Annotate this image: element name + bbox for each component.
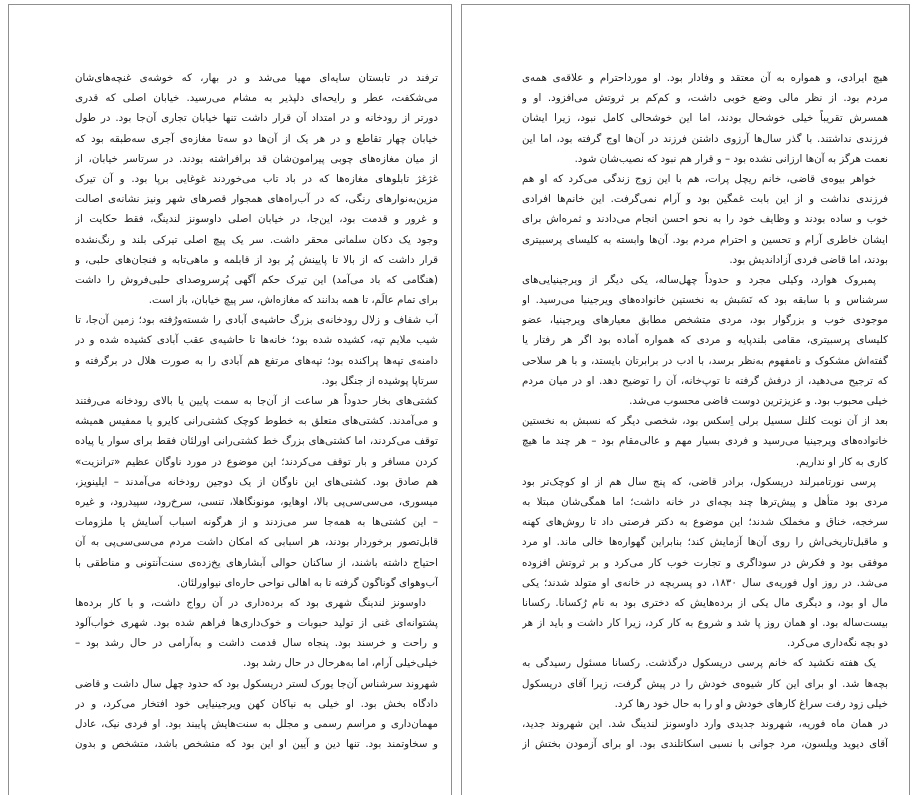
text-line: خیلی محبوب بود. و عزیزترین دوست قاضی محسوب می‌شد. (629, 395, 888, 407)
text-line: خانواده‌های ویرجینیا می‌رسید و فردی بسیار مهم و عالی‌مقام بود – هر چند ما هیچ (522, 435, 888, 448)
paragraph (522, 653, 888, 714)
text-line: از میان مغازه‌های چوبی پیرامون‌شان قد برافراشته بودند. در سرتاسر خیابان، از (75, 152, 438, 165)
text-line: شهروند سرشناس آن‌جا یورک لستر دریسکول بود که حدود چهل سال داشت و قاضی (75, 677, 438, 690)
text-line: آقای دیوید ویلسون، مرد جوانی با نسبی اسکاتلندی بود. او برای آزمودن بختش از (522, 738, 888, 751)
text-line: دو بچه نگه‌داری می‌کرد. (786, 637, 888, 650)
paragraph (522, 270, 888, 411)
text-line: کردن مسافر و بار توقف می‌کردند؛ این موضوع در مورد ناوگان عظیم «ترانزیت» (75, 455, 438, 468)
text-line: هیچ ایرادی، و همواره به آن معتقد و وفادار بود. او مورداحترام و علاقه‌ی همه‌ی (522, 72, 888, 84)
text-line: و راحت و خرسند بود. پنجاه سال قدمت داشت و به‌آرامی در حال رشد بود – (75, 637, 438, 650)
paragraph (522, 472, 888, 654)
text-line: احتیاج داشته باشند، از ساکنان حوالی آبشارهای یخ‌زده‌ی سنت‌آنتونی و مناطقی با (75, 556, 438, 569)
text-line: شیب ملایم تپه، کشیده شده بود؛ خانه‌ها تا حاشیه‌ی عقب آبادی کشیده شده و در (75, 334, 438, 347)
text-line: موفقی بود و فکرش در سوداگری و تجارت خوب کار می‌کرد و بر ثروتش افزوده (522, 556, 888, 569)
text-line: توقف می‌کردند، اما کشتی‌های بزرگ خط کشتی‌رانی اورلئان فقط برای سوار یا پیاده (75, 435, 438, 448)
text-line: خوب و ساده بودند و وظایف خود را به نحو احسن انجام می‌دادند و ثمره‌اش برای (522, 213, 888, 226)
text-line: (هنگامی که باد می‌آمد) این تیرک حکم آگهی پُرسروصدای حلبی‌فروش را داشت (75, 273, 438, 286)
left-page (8, 4, 452, 795)
text-line: می‌شکفت، عطر و رایحه‌ای دلپذیر به مشام می‌رسید. خیابان اصلی که قدری (75, 92, 438, 105)
text-line: آب‌وهوای گوناگون گرفته تا به اهالی نواحی حاره‌ای نیواورلئان. (177, 576, 438, 589)
text-line: همسرش تقریباً خیلی خوشحال بودند، اما این خوشحالی کامل نبود، زیرا ایشان (522, 112, 888, 125)
text-line: نعمت هرگز به آن‌ها ارزانی نشده بود – و قرار هم نبود که نصیب‌شان شود. (574, 152, 888, 165)
text-line: قابل‌تصور برخوردار بودند، هر اسبابی که امکان داشت مردم می‌سی‌سی‌پی به آن (75, 536, 438, 549)
paragraph (75, 674, 438, 755)
text-line: کشتی‌های بخار حدوداً هر ساعت از آن‌جا به سمت پایین یا بالای رودخانه می‌رفتند (75, 395, 438, 407)
paragraph (75, 310, 438, 391)
text-line: پمبروک هوارد، وکیلی مجرد و حدوداً چهل‌ساله، یکی دیگر از ویرجینیایی‌های (522, 273, 876, 286)
text-line: داوسونز لندینگ شهری بود که برده‌داری در آن رواج داشت، و با کار برده‌ها (75, 596, 426, 609)
paragraph (75, 593, 438, 674)
text-line: و سخاوتمند بود. تنها دین و آیین او این بود که متشخص باشد، متشخص و بدون (75, 738, 438, 751)
text-line: بودند، اما قاضی فردی آزاداندیش بود. (729, 253, 888, 266)
text-line: ایشان خاطری آرام و تحسین و احترام مردم بود. آن‌ها وابسته به کلیسای پرسبیتری (522, 233, 888, 246)
text-line: آب شفاف و زلال رودخانه‌ی بزرگ حاشیه‌ی آبادی را شسته‌ورُفته بود؛ زمین آن‌جا، تا (75, 314, 438, 327)
page-text (522, 68, 888, 754)
text-line: یک هفته نکشید که خانم پرسی دریسکول درگذشت. رکسانا مسئول رسیدگی به (522, 657, 876, 670)
text-line: مزین‌به‌نوارهای رنگی، که در آب‌راه‌های همجوار قصرهای شهر ونیز نشانه‌ی اصالت (75, 193, 438, 206)
text-line: گفته‌اش مشکوک و نامفهوم به‌نظر برسد، با ادب در برابرتان بایستد، و با هر سلاحی (522, 354, 888, 367)
text-line: ترفند در تابستان سایه‌ای مهیا می‌شد و در بهار، که خوشه‌ی غنچه‌های‌شان (75, 72, 438, 84)
text-line: و ماقبل‌تاریخی‌اش را روی آن‌ها آزمایش کند؛ بنابراین گهواره‌ها خالی ماند. او مرد (522, 536, 888, 549)
text-line: سرشناس و با سابقه بود که نَسَبش به نخستین خانواده‌های ویرجینیا می‌رسید. او (522, 294, 888, 307)
text-line: خیابان چهار تقاطع و در هر یک از آن‌ها دو سه‌تا مغازه‌ی آجری سه‌طبقه بود که (75, 132, 438, 145)
text-line: غژغژ تابلوهای مغازه‌ها که در باد تاب می‌خوردند غوغایی برپا بود. و آن تیرک (75, 172, 438, 185)
text-line: دامنه‌ی تپه‌ها پراکنده بود؛ تپه‌های مرتفع هم آبادی را به صورت هلال در برگرفته و (75, 354, 438, 367)
text-line: فرزندی نداشتند. با گذر سال‌ها آرزوی داشتن فرزند در آن‌ها اوج گرفته بود، اما این (522, 132, 888, 145)
text-line: دورتر از رودخانه و در امتداد آن قرار داشت تنها خیابان تجاری آن‌جا بود. در طول (75, 112, 438, 125)
text-line: موجودی خوب و بزرگوار بود، مردی متشخص مطابق معیارهای ویرجینیا، عضو (522, 314, 888, 327)
text-line: در همان ماه فوریه، شهروند جدیدی وارد داوسونز لندینگ شد. این شهروند جدید، (522, 718, 888, 730)
text-line: کاری به کار او نداریم. (795, 455, 888, 468)
text-line: پرسی نورتامبرلند دریسکول، برادر قاضی، که پنج سال هم از او کوچک‌تر بود (522, 475, 876, 488)
text-line: فرزندی نداشت و از این بابت غمگین بود و آرام نمی‌گرفت. این خانم‌ها افرادی (522, 193, 888, 206)
text-line: مهمان‌داری و مراسم رسمی و مجلل به سنت‌هایش پایبند بود. او فردی نیک، عادل (75, 718, 438, 730)
text-line: – این کشتی‌ها به همه‌جا سر می‌زدند و از هرگونه اسباب آسایش یا ملزومات (75, 516, 438, 529)
text-line: سرخجه، خناق و مخملک شدند؛ این موضوع به دکتر فرصتی داد تا روش‌های کهنه (522, 516, 888, 529)
text-line: وجود یک دکان سلمانی محقر داشت. سر یک پیچ اصلی تیرکی بلند و رنگ‌نشده (75, 233, 438, 246)
text-line: بعد از آن نوبت کلنل سسیل برلی اِسکس بود، شخصی دیگر که نسبش به نخستین (522, 415, 888, 428)
paragraph (522, 714, 888, 754)
paragraph (522, 68, 888, 169)
text-line: که ترجیح می‌دهید، از درفش گرفته تا توپ‌خانه، آن را توضیح دهد. او در میان مردم (522, 374, 888, 387)
text-line: مردی بود متأهل و پیش‌ترها چند بچه‌ای در خانه داشت؛ اما همگی‌شان مبتلا به (522, 495, 888, 508)
text-line: سرتاپا پوشیده از جنگل بود. (321, 374, 438, 387)
text-line: میسوری، می‌سی‌سی‌پی بالا، اوهایو، مونونگاهلا، تنسی، سرخ‌رود، سپیدرود، و غیره (75, 495, 438, 508)
text-line: مال او بود، و دیگری مال یکی از برده‌هایش که دختری بود به نام رُکسانا. رکسانا (522, 596, 888, 609)
text-line: بچه‌ها شد. او برای این کار شیوه‌ی خودش را در پیش گرفت، زیرا آقای دریسکول (522, 677, 888, 690)
text-line: و می‌آمدند. کشتی‌های متعلق به خطوط کوچک کشتی‌رانی کایرو یا ممفیس همیشه (75, 415, 438, 428)
text-line: خیلی زود رفت سراغ کارهای خودش و او را به حال خود رها کرد. (614, 697, 888, 710)
text-line: می‌شد. در روز اول فوریه‌ی سال ۱۸۳۰، دو پسربچه در خانه‌ی او متولد شدند؛ یکی (522, 576, 888, 589)
text-line: خیلی‌خیلی آرام، اما به‌هرحال در حال رشد بود. (243, 657, 438, 670)
text-line: برای تمام عالَم، تا همه بدانند که مغازه‌اش، سر پیچ خیابان، باز است. (148, 294, 438, 307)
page-text (75, 68, 438, 754)
paragraph (522, 169, 888, 270)
paragraph (75, 68, 438, 310)
text-line: دادگاه بخش بود. او خیلی به نیاکان کهن ویرجینیایی خود افتخار می‌کرد، و در (75, 697, 438, 710)
text-line: کلیسای پرسبیتری، مقامی بلندپایه و مردی که همواره آماده بود اگر هر رفتار یا (522, 334, 888, 347)
text-line: مردم بود. از نظر مالی وضع خوبی داشت، و کم‌کم بر ثروتش می‌افزود. او و (522, 92, 888, 105)
text-line: و غرور و قدمت بود، این‌جا، در خیابان اصلی داوسونز لندینگ، فقط حکایت از (75, 213, 438, 226)
text-line: قرار داشت که از بالا تا پایینش پُر بود از قابلمه و ماهی‌تابه و فنجان‌های حلبی، و (75, 253, 438, 266)
right-page (461, 4, 910, 795)
paragraph (75, 391, 438, 593)
paragraph (522, 411, 888, 472)
text-line: بیست‌ساله بود. او همان روز پا شد و شروع به کار کرد، زیرا کار داشت و باید از هر (522, 617, 888, 630)
text-line: هم صادق بود. کشتی‌های این ناوگان از یک دوجین رودخانه می‌آمدند – ایلینویز، (75, 475, 438, 488)
text-line: پشتوانه‌ای غنی از تولید حبوبات و خوک‌داری‌ها فراهم شده بود. شهری خواب‌آلود (75, 617, 438, 630)
text-line: خواهر بیوه‌ی قاضی، خانم ریچل پرات، هم با این زوج زندگی می‌کرد که او هم (522, 172, 876, 185)
